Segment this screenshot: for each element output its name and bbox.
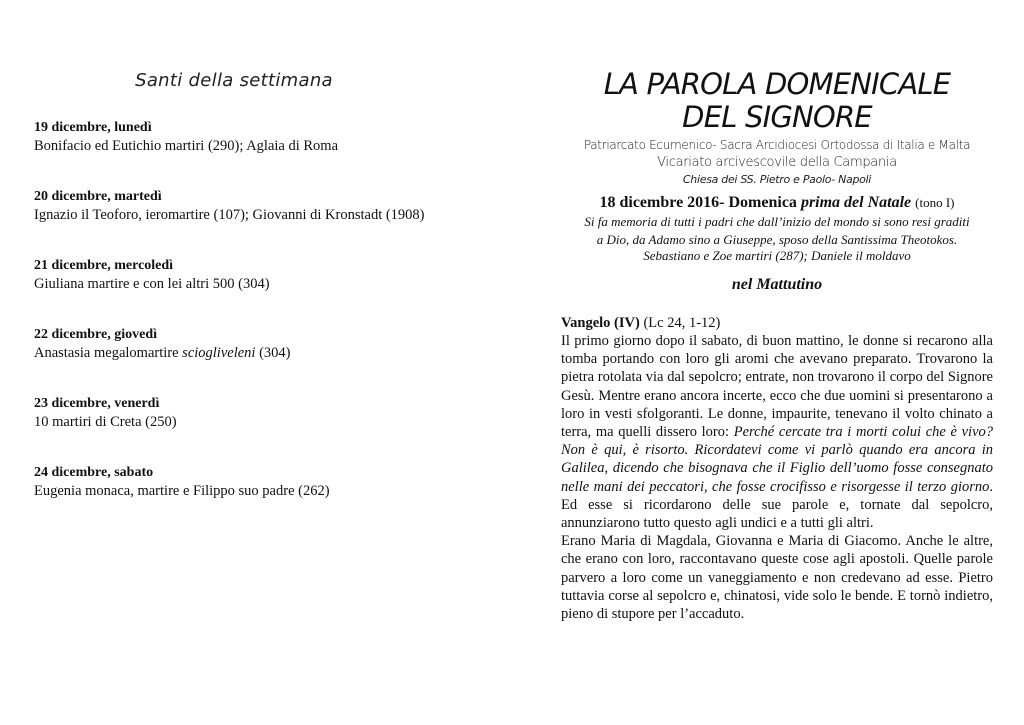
saints-title: Santi della settimana xyxy=(135,70,333,91)
matins-title: nel Mattutino xyxy=(731,276,823,293)
memory-line-3: Sebastiano e Zoe martiri (287); Daniele il moldavo xyxy=(643,248,911,263)
saint-day-desc: Bonifacio ed Eutichio martiri (290); Aglaia di Roma xyxy=(34,138,339,154)
saint-desc-text: Anastasia megalomartire xyxy=(34,345,183,361)
saint-day xyxy=(34,119,434,156)
sunday-date xyxy=(561,194,993,212)
gospel-text-part: . Ed esse si ricordarono delle sue parole e, tornate dal sepolcro, annunziarono tutto questo agli undici e a tutti gli altri. xyxy=(561,478,993,532)
sunday-date-text: 18 dicembre 2016- Domenica xyxy=(599,194,801,211)
saint-day-date: 22 dicembre, giovedì xyxy=(34,327,158,342)
title-line-2: DEL SIGNORE xyxy=(682,100,872,134)
title-line-1: LA PAROLA DOMENICALE xyxy=(603,67,951,101)
sunday-date-italic: prima del Natale xyxy=(800,194,912,211)
saint-day-date: 21 dicembre, mercoledì xyxy=(34,258,174,273)
gospel-text-second: Erano Maria di Magdala, Giovanna e Maria di Giacomo. Anche le altre, che erano con loro, raccontavano queste cose agli apostoli. Quelle parole parvero a loro come un vaneggiamento e non credevano ad esse. Pietro tuttavia corse al sepolcro e, chinatosi, vide solo le bende. E tornò indietro, pieno di stupore per l’accaduto. xyxy=(561,533,993,623)
gospel-reference: (Lc 24, 1-12) xyxy=(639,315,721,331)
saint-desc-text: (304) xyxy=(255,345,291,361)
gospel-heading xyxy=(561,314,993,332)
saints-column xyxy=(34,70,434,501)
saint-day xyxy=(34,326,434,363)
saint-day xyxy=(34,257,434,294)
page-title xyxy=(561,68,993,134)
church-line: Chiesa dei SS. Pietro e Paolo- Napoli xyxy=(682,173,872,186)
saint-day-desc: 10 martiri di Creta (250) xyxy=(34,414,177,430)
saint-day-desc: Giuliana martire e con lei altri 500 (304) xyxy=(34,276,270,292)
saint-day-date: 23 dicembre, venerdì xyxy=(34,396,160,411)
saint-day-date: 20 dicembre, martedì xyxy=(34,189,162,204)
saint-day xyxy=(34,464,434,501)
vicariate-line: Vicariato arcivescovile della Campania xyxy=(657,155,897,170)
saint-day-date: 19 dicembre, lunedì xyxy=(34,120,152,135)
gospel-text xyxy=(561,332,993,532)
saint-day xyxy=(34,395,434,432)
tone-label: (tono I) xyxy=(915,195,955,210)
patriarchate-line: Patriarcato Ecumenico- Sacra Arcidiocesi Ortodossa di Italia e Malta xyxy=(583,138,971,152)
saint-day-desc xyxy=(34,344,434,363)
saint-day-date: 24 dicembre, sabato xyxy=(34,465,154,480)
saint-desc-italic: sciogliveleni xyxy=(182,345,256,361)
gospel-label: Vangelo (IV) xyxy=(561,315,640,331)
saint-day-desc: Eugenia monaca, martire e Filippo suo padre (262) xyxy=(34,483,330,499)
saint-day xyxy=(34,188,434,225)
gospel-column xyxy=(561,68,993,623)
gospel-text-part: Il primo giorno dopo il sabato, di buon mattino, le donne si recarono alla tomba portando con loro gli aromi che avevano preparato. Trovarono la pietra rotolata via dal sepolcro; entrate, non trovarono il corpo del Signore Gesù. Mentre erano ancora incerte, ecco che due uomini si presentarono a loro in vesti sfolgoranti. Le donne, impaurite, tenevano il volto chinato a terra, ma quelli dissero loro: xyxy=(561,333,993,441)
saint-day-desc: Ignazio il Teoforo, ieromartire (107); Giovanni di Kronstadt (1908) xyxy=(34,207,425,223)
memory-line-1: Si fa memoria di tutti i padri che dall’inizio del mondo si sono resi graditi xyxy=(584,214,970,229)
gospel-quote-italic: Perché cercate tra i morti colui che è vivo? Non è qui, è risorto. Ricordatevi come vi parlò quando era ancora in Galilea, dicendo che bisognava che il Figlio dell’uomo fosse consegnato nelle mani dei peccatori, che fosse crocifisso e risorgesse il terzo giorno xyxy=(561,424,994,495)
memory-line-2: a Dio, da Adamo sino a Giuseppe, sposo della Santissima Theotokos. xyxy=(596,232,958,247)
